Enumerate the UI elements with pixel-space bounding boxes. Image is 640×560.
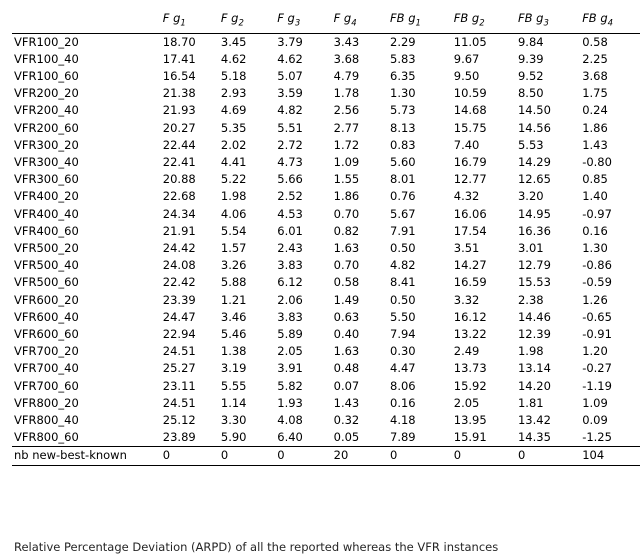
cell-value: 12.77 — [453, 172, 487, 187]
cell-value: 3.83 — [277, 309, 303, 324]
cell-value: 22.94 — [162, 326, 196, 341]
footer-value: 0 — [215, 447, 271, 465]
cell-value: 4.69 — [220, 103, 247, 118]
cell-value: 5.88 — [220, 275, 247, 290]
row-label: VFR200_60 — [14, 120, 79, 135]
row-label: VFR100_40 — [14, 51, 79, 66]
row-label: VFR300_60 — [14, 172, 79, 187]
cell-value: 0.63 — [333, 309, 360, 324]
cell-value: 4.06 — [220, 206, 247, 221]
cell-value: 7.94 — [390, 326, 416, 341]
cell-value: 5.22 — [220, 172, 247, 187]
table-row — [12, 274, 640, 291]
cell-value: 17.41 — [162, 51, 196, 66]
header-f-g2: F $g_2$ — [215, 10, 271, 33]
footer-value: 104 — [576, 447, 640, 465]
cell-value: 16.12 — [453, 309, 487, 324]
cell-value: 0.30 — [390, 344, 416, 359]
cell-value: 8.50 — [517, 86, 544, 101]
cell-value: 1.21 — [220, 292, 247, 307]
cell-value: -0.86 — [582, 258, 612, 273]
cell-value: 7.40 — [453, 137, 480, 152]
cell-value: 1.43 — [333, 395, 360, 410]
cell-value: 6.12 — [277, 275, 303, 290]
cell-value: 0.82 — [333, 223, 360, 238]
cell-value: 14.29 — [517, 154, 551, 169]
row-label: VFR500_20 — [14, 240, 79, 255]
cell-value: 4.79 — [333, 68, 360, 83]
cell-value: 2.93 — [220, 86, 247, 101]
cell-value: 8.06 — [390, 378, 416, 393]
cell-value: 24.34 — [162, 206, 196, 221]
cell-value: 1.57 — [220, 240, 247, 255]
cell-value: 5.50 — [390, 309, 416, 324]
table-row — [12, 206, 640, 223]
cell-value: 0.50 — [390, 240, 416, 255]
cell-value: 1.40 — [582, 189, 608, 204]
cell-value: 0.09 — [582, 412, 608, 427]
cell-value: 14.35 — [517, 430, 551, 445]
cell-value: 24.47 — [162, 309, 196, 324]
cell-value: 1.98 — [220, 189, 247, 204]
cell-value: 13.14 — [517, 361, 551, 376]
footer-label: nb new-best-known — [12, 447, 157, 465]
cell-value: 15.92 — [453, 378, 487, 393]
table-row — [12, 257, 640, 274]
cell-value: -0.59 — [582, 275, 612, 290]
cell-value: 1.43 — [582, 137, 608, 152]
cell-value: 5.35 — [220, 120, 247, 135]
cell-value: 20.88 — [162, 172, 196, 187]
cell-value: 21.91 — [162, 223, 196, 238]
row-label: VFR600_20 — [14, 292, 79, 307]
table-row — [12, 171, 640, 188]
cell-value: 2.56 — [333, 103, 360, 118]
cell-value: 2.43 — [277, 240, 303, 255]
header-f-g1: F $g_1$ — [157, 10, 215, 33]
row-label: VFR300_20 — [14, 137, 79, 152]
cell-value: 5.73 — [390, 103, 416, 118]
cell-value: 8.41 — [390, 275, 416, 290]
cell-value: 4.08 — [277, 412, 303, 427]
cell-value: 16.54 — [162, 68, 196, 83]
cell-value: 5.51 — [277, 120, 303, 135]
table-row — [12, 326, 640, 343]
table-footer — [12, 447, 640, 465]
row-label: VFR200_40 — [14, 103, 79, 118]
cell-value: 3.30 — [220, 412, 247, 427]
cell-value: 23.39 — [162, 292, 196, 307]
cell-value: 0.76 — [390, 189, 416, 204]
cell-value: 8.01 — [390, 172, 416, 187]
cell-value: -0.91 — [582, 326, 612, 341]
cell-value: 9.52 — [517, 68, 544, 83]
table-row — [12, 85, 640, 102]
cell-value: 13.22 — [453, 326, 487, 341]
table-row — [12, 429, 640, 447]
table-row — [12, 137, 640, 154]
table-row — [12, 412, 640, 429]
cell-value: 6.40 — [277, 430, 303, 445]
table-row — [12, 378, 640, 395]
cell-value: 3.26 — [220, 258, 247, 273]
cell-value: 3.59 — [277, 86, 303, 101]
cell-value: 1.86 — [333, 189, 360, 204]
cell-value: 3.43 — [328, 33, 384, 51]
row-label: VFR800_60 — [14, 430, 79, 445]
header-fb-g2: FB $g_2$ — [448, 10, 512, 33]
footer-value: 0 — [512, 447, 576, 465]
table-row — [12, 154, 640, 171]
cell-value: 2.52 — [277, 189, 303, 204]
header-fb-g4: FB $g_4$ — [576, 10, 640, 33]
cell-value: 22.41 — [162, 154, 196, 169]
footer-row — [12, 447, 640, 465]
header-f-g4: F $g_4$ — [328, 10, 384, 33]
cell-value: 3.83 — [277, 258, 303, 273]
cell-value: 5.46 — [220, 326, 247, 341]
cell-value: 3.01 — [517, 240, 544, 255]
cell-value: 12.39 — [517, 326, 551, 341]
cell-value: 21.93 — [162, 103, 196, 118]
footer-value: 0 — [157, 447, 215, 465]
table-row — [12, 68, 640, 85]
cell-value: 21.38 — [162, 86, 196, 101]
cell-value: 0.16 — [390, 395, 416, 410]
cell-value: 2.05 — [453, 395, 480, 410]
row-label: VFR800_20 — [14, 395, 79, 410]
cell-value: 3.68 — [333, 51, 360, 66]
cell-value: 2.05 — [277, 344, 303, 359]
cell-value: -1.19 — [582, 378, 612, 393]
cell-value: 0.32 — [333, 412, 360, 427]
cell-value: 0.16 — [582, 223, 608, 238]
cell-value: 1.09 — [582, 395, 608, 410]
cell-value: 1.98 — [517, 344, 544, 359]
cell-value: 2.25 — [582, 51, 608, 66]
cell-value: 4.73 — [277, 154, 303, 169]
cell-value: 4.32 — [453, 189, 480, 204]
row-label: VFR600_60 — [14, 326, 79, 341]
footer-value: 0 — [448, 447, 512, 465]
cell-value: 0.83 — [390, 137, 416, 152]
cell-value: 12.65 — [517, 172, 551, 187]
cell-value: 1.55 — [333, 172, 360, 187]
table-row — [12, 395, 640, 412]
cell-value: 2.02 — [220, 137, 247, 152]
cell-value: 16.59 — [453, 275, 487, 290]
row-label: VFR700_60 — [14, 378, 79, 393]
results-table — [12, 10, 640, 466]
row-label: VFR400_20 — [14, 189, 79, 204]
cell-value: 14.46 — [517, 309, 551, 324]
cell-value: 9.84 — [512, 33, 576, 51]
header-fb-g3: FB $g_3$ — [512, 10, 576, 33]
cell-value: 13.73 — [453, 361, 487, 376]
cell-value: 5.07 — [277, 68, 303, 83]
cell-value: 4.62 — [220, 51, 247, 66]
cell-value: 22.68 — [162, 189, 196, 204]
table-row — [12, 360, 640, 377]
header-fb-g1: FB $g_1$ — [384, 10, 448, 33]
table-row — [12, 223, 640, 240]
footer-value: 0 — [271, 447, 327, 465]
cell-value: 16.79 — [453, 154, 487, 169]
footer-value: 0 — [384, 447, 448, 465]
cell-value: 23.89 — [162, 430, 196, 445]
cell-value: 5.82 — [277, 378, 303, 393]
cell-value: 25.12 — [162, 412, 196, 427]
table-row — [12, 240, 640, 257]
row-label: VFR500_60 — [14, 275, 79, 290]
cell-value: 3.68 — [582, 68, 608, 83]
cell-value: 6.01 — [277, 223, 303, 238]
cell-value: 9.39 — [517, 51, 544, 66]
cell-value: 0.05 — [333, 430, 360, 445]
caption-text: Relative Percentage Deviation (ARPD) of all the reported whereas the VFR instances — [14, 540, 499, 554]
cell-value: 1.81 — [517, 395, 544, 410]
cell-value: 2.77 — [333, 120, 360, 135]
cell-value: 1.38 — [220, 344, 247, 359]
cell-value: 0.50 — [390, 292, 416, 307]
cell-value: 5.18 — [220, 68, 247, 83]
cell-value: 5.66 — [277, 172, 303, 187]
cell-value: 5.54 — [220, 223, 247, 238]
table-header-row — [12, 10, 640, 33]
cell-value: 3.46 — [220, 309, 247, 324]
cell-value: 3.51 — [453, 240, 480, 255]
row-label: VFR400_60 — [14, 223, 79, 238]
table-row — [12, 102, 640, 119]
row-label: VFR700_20 — [14, 344, 79, 359]
cell-value: 3.79 — [271, 33, 327, 51]
cell-value: 14.27 — [453, 258, 487, 273]
table-row — [12, 309, 640, 326]
cell-value: 2.29 — [384, 33, 448, 51]
cell-value: 5.60 — [390, 154, 416, 169]
row-label: VFR300_40 — [14, 154, 79, 169]
cell-value: 15.91 — [453, 430, 487, 445]
cell-value: 14.50 — [517, 103, 551, 118]
cell-value: 1.30 — [582, 240, 608, 255]
cell-value: 2.06 — [277, 292, 303, 307]
cell-value: 6.35 — [390, 68, 416, 83]
cell-value: 7.91 — [390, 223, 416, 238]
cell-value: 0.58 — [333, 275, 360, 290]
cell-value: 1.63 — [333, 344, 360, 359]
cell-value: 0.24 — [582, 103, 608, 118]
cell-value: 0.70 — [333, 258, 360, 273]
table-body — [12, 33, 640, 447]
cell-value: 5.55 — [220, 378, 247, 393]
cell-value: 13.95 — [453, 412, 487, 427]
cell-value: 1.49 — [333, 292, 360, 307]
table-row — [12, 292, 640, 309]
table-row — [12, 33, 640, 51]
row-label: VFR100_60 — [14, 68, 79, 83]
cell-value: 25.27 — [162, 361, 196, 376]
row-label: VFR400_40 — [14, 206, 79, 221]
cell-value: 0.48 — [333, 361, 360, 376]
cell-value: 1.78 — [333, 86, 360, 101]
cell-value: 14.56 — [517, 120, 551, 135]
cell-value: 20.27 — [162, 120, 196, 135]
cell-value: 3.45 — [215, 33, 271, 51]
cell-value: 9.67 — [453, 51, 480, 66]
cell-value: 14.20 — [517, 378, 551, 393]
row-label: VFR500_40 — [14, 258, 79, 273]
cell-value: 5.53 — [517, 137, 544, 152]
cell-value: 4.18 — [390, 412, 416, 427]
cell-value: 18.70 — [157, 33, 215, 51]
cell-value: 9.50 — [453, 68, 480, 83]
cell-value: 24.08 — [162, 258, 196, 273]
table-row — [12, 343, 640, 360]
cell-value: 2.49 — [453, 344, 480, 359]
cell-value: 13.42 — [517, 412, 551, 427]
cell-value: 15.75 — [453, 120, 487, 135]
cell-value: 14.68 — [453, 103, 487, 118]
cell-value: 5.67 — [390, 206, 416, 221]
cell-value: 4.82 — [277, 103, 303, 118]
cell-value: 0.85 — [582, 172, 608, 187]
cell-value: 1.63 — [333, 240, 360, 255]
cell-value: 17.54 — [453, 223, 487, 238]
cell-value: 10.59 — [453, 86, 487, 101]
caption-bottom — [14, 540, 630, 554]
table-header — [12, 10, 640, 33]
cell-value: 15.53 — [517, 275, 551, 290]
cell-value: 1.20 — [582, 344, 608, 359]
header-f-g3: F $g_3$ — [271, 10, 327, 33]
cell-value: 1.75 — [582, 86, 608, 101]
row-label: VFR600_40 — [14, 309, 79, 324]
cell-value: 1.30 — [390, 86, 416, 101]
cell-value: 24.42 — [162, 240, 196, 255]
cell-value: 3.19 — [220, 361, 247, 376]
row-label: VFR800_40 — [14, 412, 79, 427]
cell-value: 0.07 — [333, 378, 360, 393]
cell-value: 24.51 — [162, 344, 196, 359]
cell-value: 16.36 — [517, 223, 551, 238]
table-row — [12, 188, 640, 205]
cell-value: 0.58 — [576, 33, 640, 51]
cell-value: -0.65 — [582, 309, 612, 324]
cell-value: -1.25 — [582, 430, 612, 445]
cell-value: 2.72 — [277, 137, 303, 152]
cell-value: 4.41 — [220, 154, 247, 169]
cell-value: 1.86 — [582, 120, 608, 135]
row-label: VFR200_20 — [14, 86, 79, 101]
cell-value: 14.95 — [517, 206, 551, 221]
cell-value: 4.47 — [390, 361, 416, 376]
cell-value: 1.72 — [333, 137, 360, 152]
cell-value: 11.05 — [448, 33, 512, 51]
cell-value: 23.11 — [162, 378, 196, 393]
cell-value: 3.20 — [517, 189, 544, 204]
header-empty-corner — [12, 10, 157, 33]
cell-value: 22.44 — [162, 137, 196, 152]
cell-value: 12.79 — [517, 258, 551, 273]
cell-value: 3.32 — [453, 292, 480, 307]
cell-value: 4.82 — [390, 258, 416, 273]
cell-value: 1.14 — [220, 395, 247, 410]
cell-value: 4.53 — [277, 206, 303, 221]
cell-value: 1.93 — [277, 395, 303, 410]
cell-value: 8.13 — [390, 120, 416, 135]
cell-value: 16.06 — [453, 206, 487, 221]
row-label: VFR700_40 — [14, 361, 79, 376]
cell-value: 0.70 — [333, 206, 360, 221]
footer-value: 20 — [328, 447, 384, 465]
cell-value: 24.51 — [162, 395, 196, 410]
row-label: VFR100_20 — [12, 33, 157, 51]
cell-value: 22.42 — [162, 275, 196, 290]
cell-value: 5.83 — [390, 51, 416, 66]
cell-value: -0.97 — [582, 206, 612, 221]
cell-value: 0.40 — [333, 326, 360, 341]
cell-value: 2.38 — [517, 292, 544, 307]
table-row — [12, 120, 640, 137]
cell-value: 4.62 — [277, 51, 303, 66]
cell-value: 3.91 — [277, 361, 303, 376]
cell-value: 1.09 — [333, 154, 360, 169]
cell-value: -0.80 — [582, 154, 612, 169]
cell-value: 1.26 — [582, 292, 608, 307]
cell-value: -0.27 — [582, 361, 612, 376]
cell-value: 7.89 — [390, 430, 416, 445]
cell-value: 5.89 — [277, 326, 303, 341]
cell-value: 5.90 — [220, 430, 247, 445]
table-row — [12, 51, 640, 68]
